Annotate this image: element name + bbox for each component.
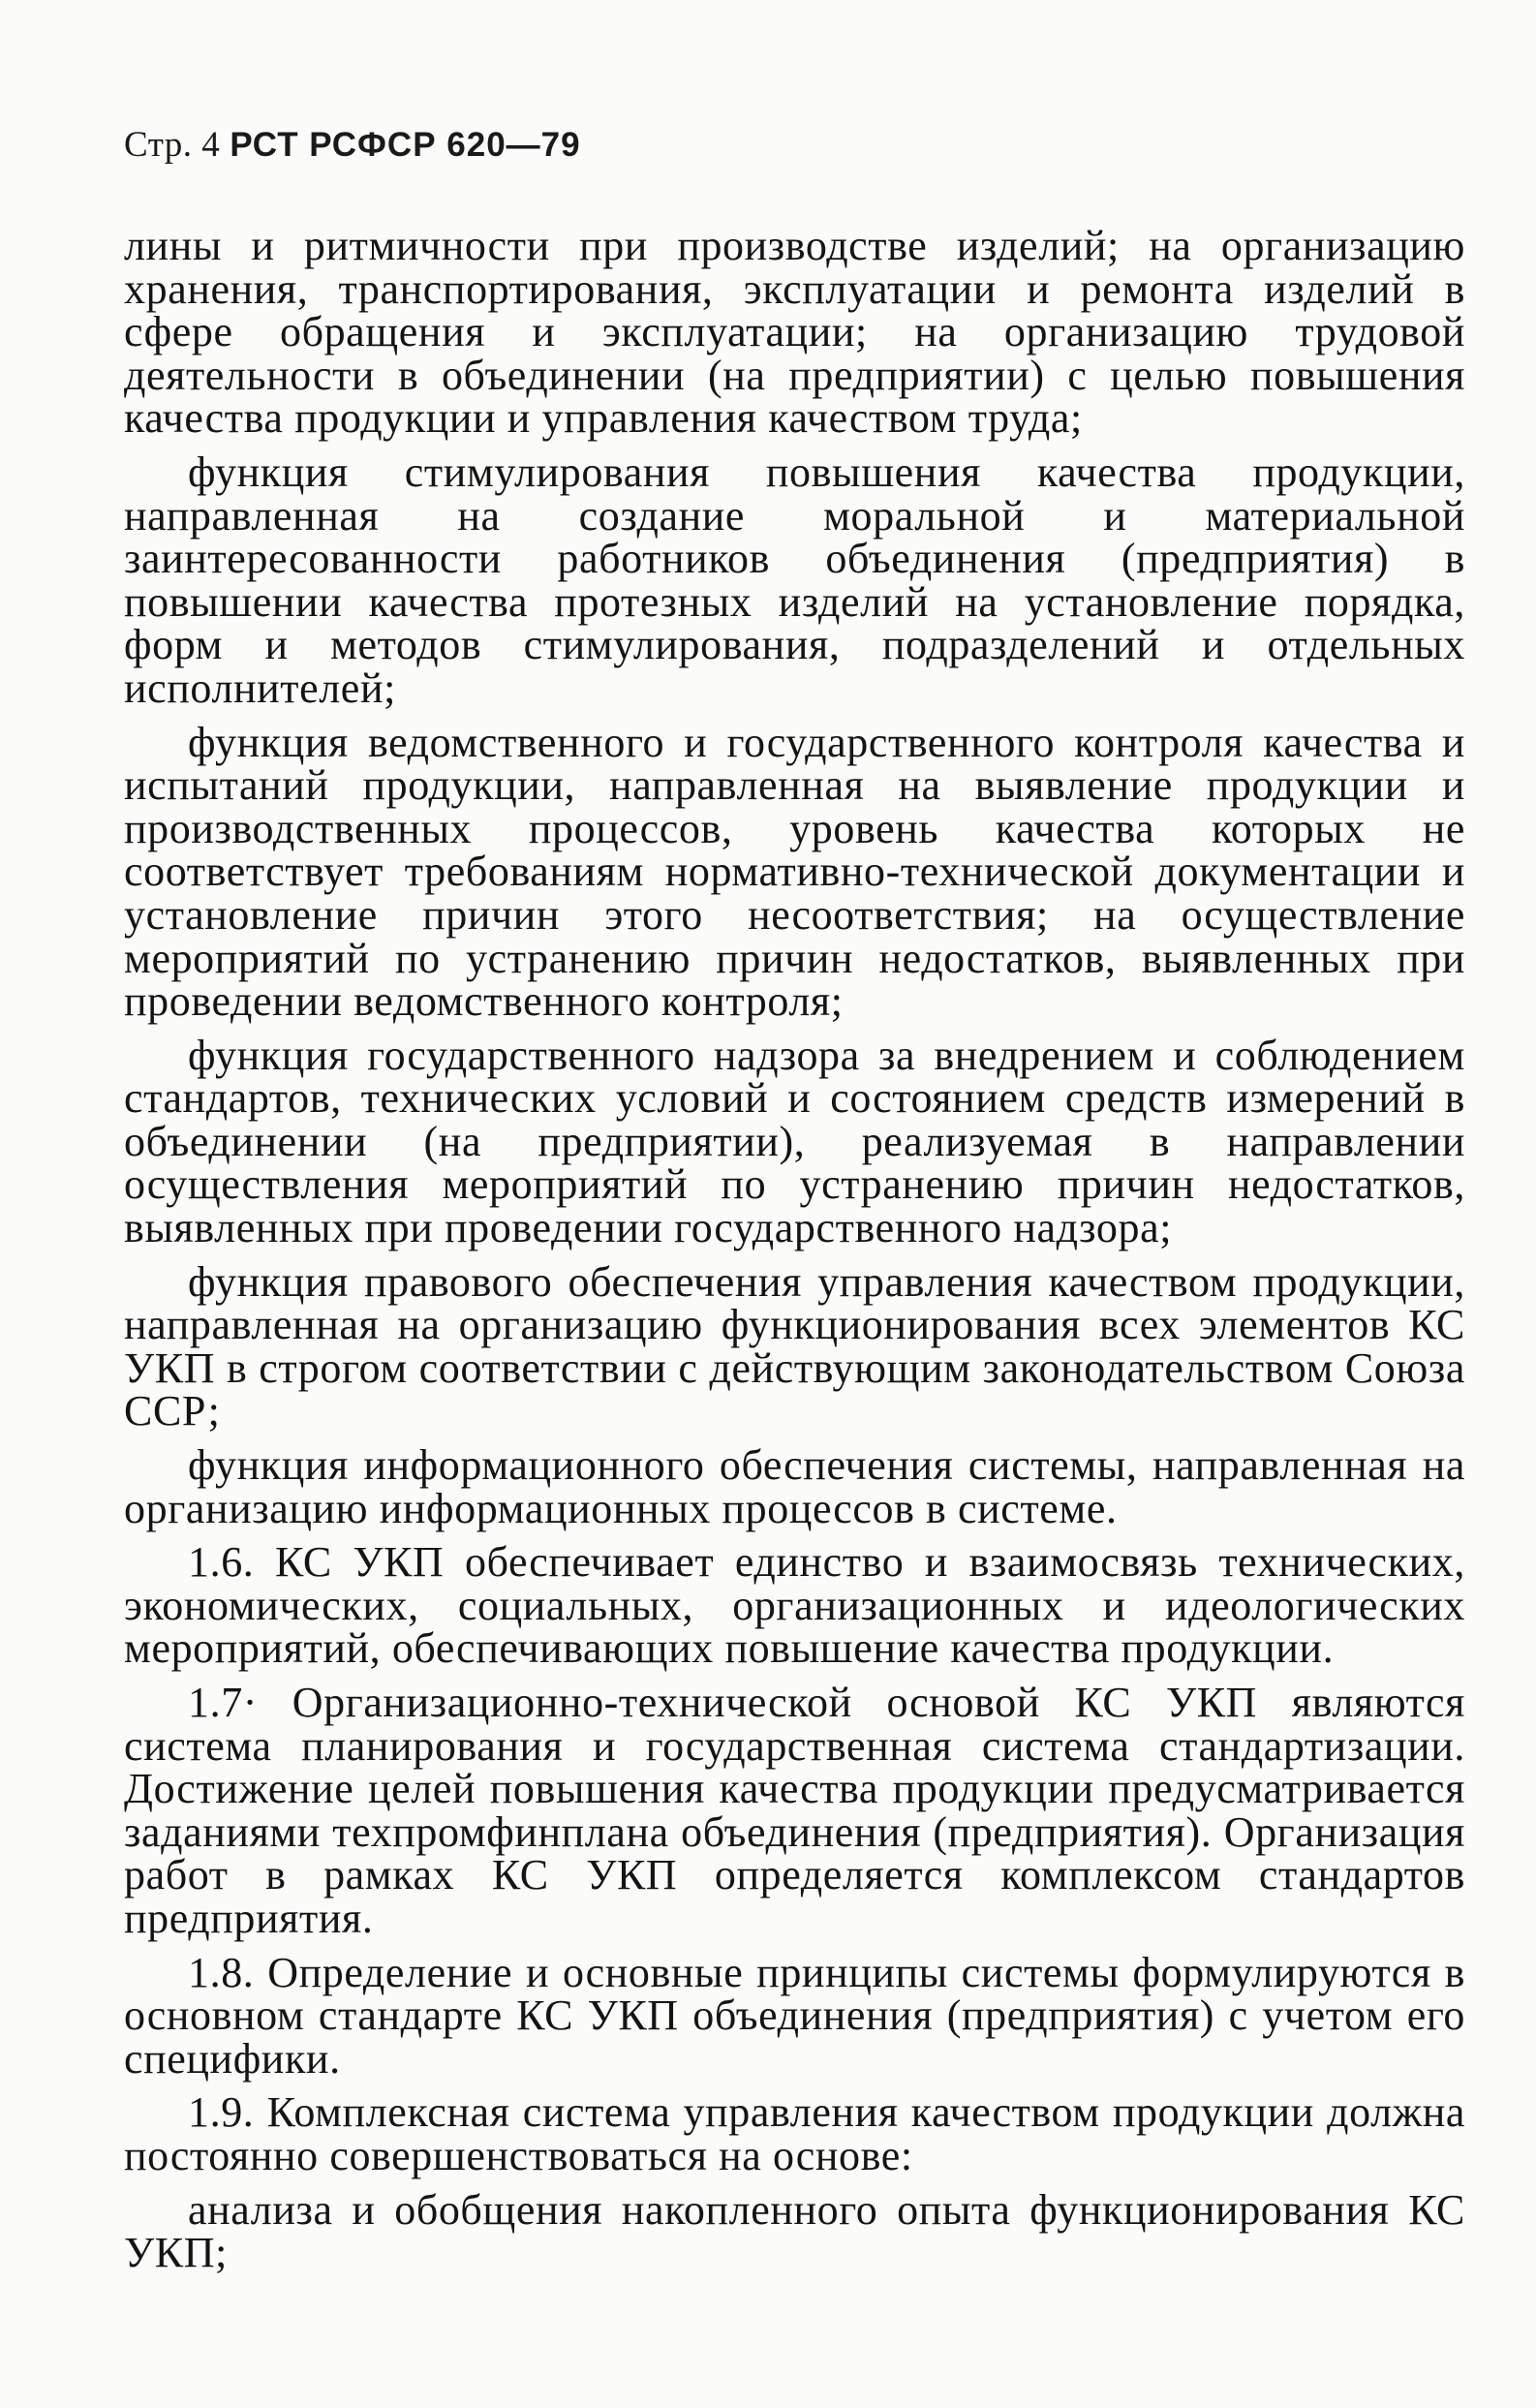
page-header	[124, 124, 581, 166]
standard-designation: РСТ РСФСР 620—79	[230, 126, 581, 164]
paragraph-function-control: функция ведомственного и государственного контроля качества и испытаний продукции, направленная на выявление продукции и производственных процессов, уровень качества которых не соответствует требованиям нормативно-технической документации и установление причин этого несоответствия; на осуществление мероприятий по устранению причин недостатков, выявленных при проведении ведомственного контроля;	[124, 718, 1465, 1026]
paragraph-analysis: анализа и обобщения накопленного опыта функционирования КС УКП;	[124, 2185, 1465, 2277]
clause-1-8: 1.8. Определение и основные принципы системы формулируются в основном стандарте КС УКП объединения (предприятия) с учетом его специфики.	[124, 1948, 1465, 2083]
page-number: Стр. 4	[124, 125, 221, 165]
paragraph-function-supervision: функция государственного надзора за внедрением и соблюдением стандартов, технических условий и состоянием средств измерений в объединении (на предприятии), реализуемая в направлении осуществления мероприятий по устранению причин недостатков, выявленных при проведении государственного надзора;	[124, 1031, 1465, 1252]
clause-1-9: 1.9. Комплексная система управления качеством продукции должна постоянно совершенствоваться на основе:	[124, 2088, 1465, 2179]
paragraph-function-legal: функция правового обеспечения управления качеством продукции, направленная на организацию функционирования всех элементов КС УКП в строгом соответствии с действующим законодательством Союза ССР;	[124, 1257, 1465, 1436]
document-body	[124, 222, 1465, 2286]
paragraph-function-information: функция информационного обеспечения системы, направленная на организацию информационных процессов в системе.	[124, 1441, 1465, 1532]
clause-1-7: 1.7· Организационно-технической основой КС УКП являются система планирования и государственная система стандартизации. Достижение целей повышения качества продукции предусматривается заданиями техпромфинплана объединения (предприятия). Организация работ в рамках КС УКП определяется комплексом стандартов предприятия.	[124, 1679, 1465, 1942]
paragraph-function-stimulation: функция стимулирования повышения качества продукции, направленная на создание моральной и материальной заинтересованности работников объединения (предприятия) в повышении качества протезных изделий на установление порядка, форм и методов стимулирования, подразделений и отдельных исполнителей;	[124, 448, 1465, 712]
clause-1-6: 1.6. КС УКП обеспечивает единство и взаимосвязь технических, экономических, социальных, организационных и идеологических мероприятий, обеспечивающих повышение качества продукции.	[124, 1538, 1465, 1673]
paragraph-continuation: лины и ритмичности при производстве изделий; на организацию хранения, транспортирования, эксплуатации и ремонта изделий в сфере обращения и эксплуатации; на организацию трудовой деятельности в объединении (на предприятии) с целью повышения качества продукции и управления качеством труда;	[124, 222, 1465, 443]
